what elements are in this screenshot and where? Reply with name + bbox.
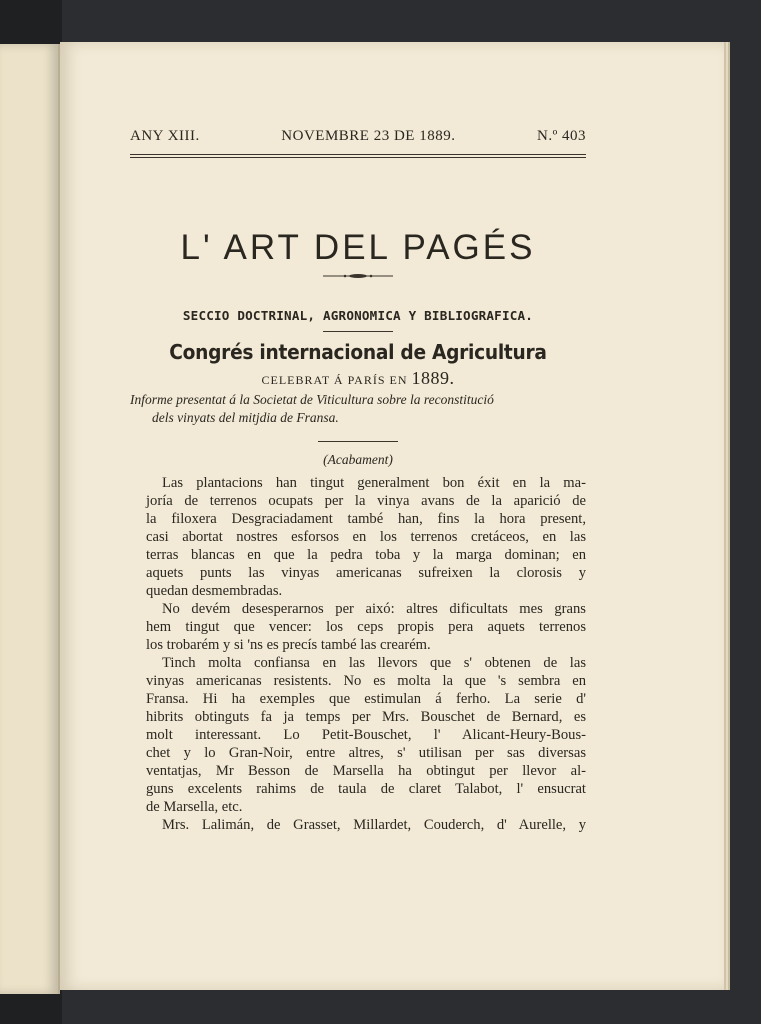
issue-year: ANY XIII. (130, 128, 200, 144)
text-line: aquets punts las vinyas americanas sufreixen la clorosis y (146, 565, 586, 581)
article-body (130, 474, 586, 834)
page-content (130, 128, 586, 834)
masthead-title: L' ART DEL PAGÉS (180, 228, 536, 267)
text-line: Tinch molta confiansa en las llevors que s' obtenen de las (162, 655, 586, 671)
paragraph (130, 816, 586, 834)
facing-page (0, 44, 60, 994)
text-line: hibrits obtinguts fa ja temps per Mrs. Bouschet de Bernard, es (146, 709, 586, 725)
paragraph (130, 654, 586, 816)
text-line: Las plantacions han tingut generalment bon éxit en la ma- (162, 475, 586, 491)
header-rule (130, 154, 586, 158)
section-rule (323, 331, 393, 332)
text-line: de Marsella, etc. (146, 799, 243, 815)
text-line: Mrs. Lalimán, de Grasset, Millardet, Couderch, d' Aurelle, y (162, 817, 586, 833)
text-line: hem tingut que vencer: los ceps propis pera aquets terrenos (146, 619, 586, 635)
running-header (130, 128, 586, 152)
text-line: No devém desesperarnos per aixó: altres dificultats mes grans (162, 601, 586, 617)
report-description (130, 391, 586, 427)
subtitle-year: 1889. (411, 368, 455, 388)
text-line: molt interessant. Lo Petit-Bouschet, l' Alicant-Heury-Bous- (146, 727, 586, 743)
issue-number: N.º 403 (537, 128, 586, 144)
text-line: la filoxera Desgraciadament també han, fins la hora present, (146, 511, 586, 527)
issue-date: NOVEMBRE 23 DE 1889. (281, 128, 456, 144)
text-line: quedan desmembradas. (146, 583, 283, 599)
paragraph (130, 474, 586, 600)
article-rule (318, 441, 398, 442)
article-subtitle (130, 368, 586, 389)
text-line: chet y lo Gran-Noir, entre altres, s' utilisan per sas diversas (146, 745, 586, 761)
text-line: los trobarém y si 'ns es precís també las crearém. (146, 637, 431, 653)
continuation-note: (Acabament) (323, 452, 393, 467)
report-line-1: Informe presentat á la Societat de Viticultura sobre la reconstitució (130, 392, 494, 407)
section-heading: SECCIO DOCTRINAL, AGRONOMICA Y BIBLIOGRAFICA. (182, 308, 534, 323)
text-line: vinyas americanas resistents. No es molta la que 's sembra en (146, 673, 586, 689)
paragraph (130, 600, 586, 654)
article-title: Congrés internacional de Agricultura (169, 340, 547, 364)
report-line-2: dels vinyats del mitjdia de Fransa. (152, 410, 339, 425)
text-line: joría de terrenos ocupats per la vinya avans de la aparició de (146, 493, 586, 509)
ornament-rule (323, 272, 393, 280)
text-line: casi abortat nostres esforsos en los terrenos cretáceos, en las (146, 529, 586, 545)
text-line: ventatjas, Mr Besson de Marsella ha obtingut per llevor al- (146, 763, 586, 779)
subtitle-text: CELEBRAT Á PARÍS EN (261, 373, 408, 387)
text-line: guns excelents rahims de taula de claret Talabot, l' ensucrat (146, 781, 586, 797)
text-line: terras blancas en que la pedra toba y la marga dominan; en (146, 547, 586, 563)
text-line: Fransa. Hi ha exemples que estimulan á ferho. La serie d' (146, 691, 586, 707)
